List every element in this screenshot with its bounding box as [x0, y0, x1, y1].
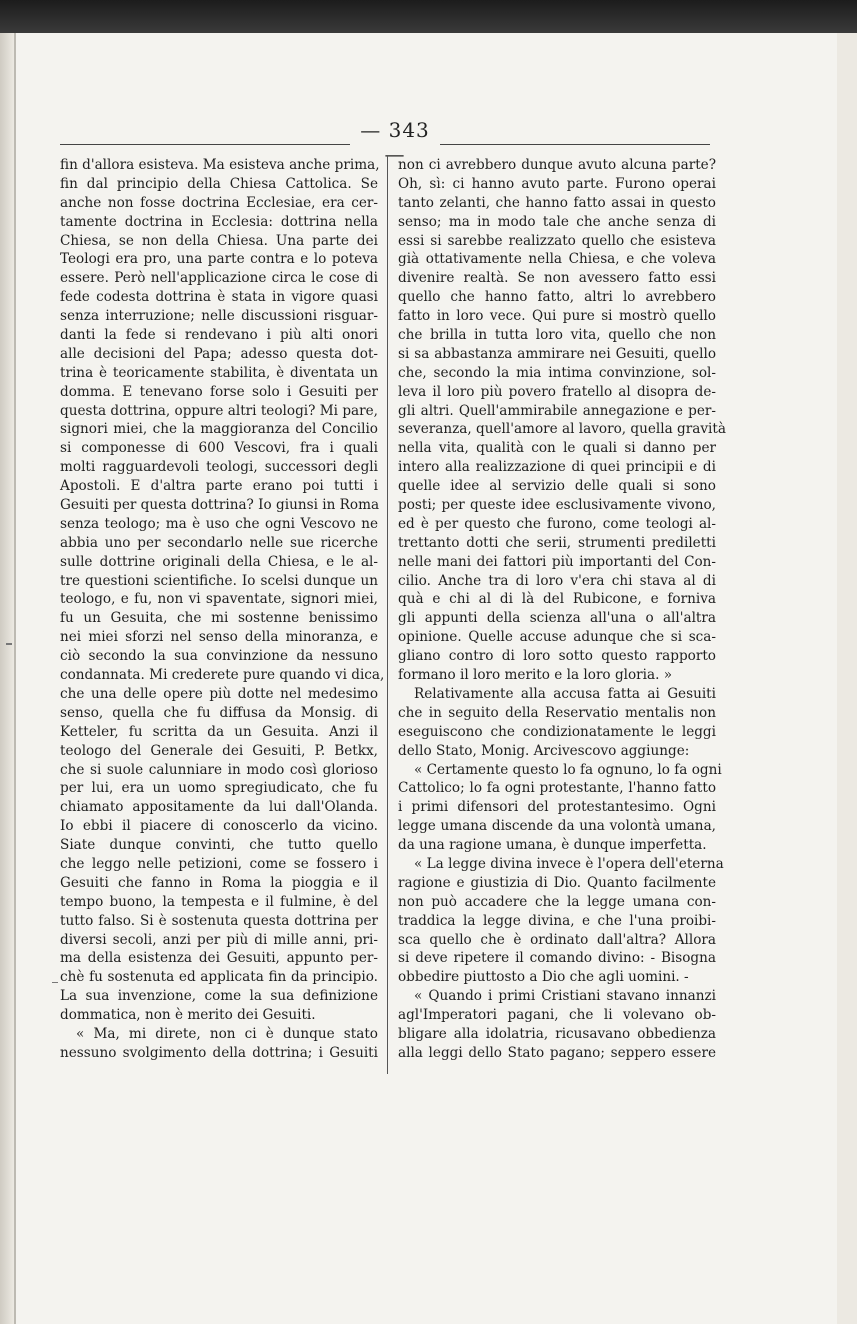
text-line: nei miei sforzi nel senso della minoranza, e: [60, 629, 378, 646]
text-line: intero alla realizzazione di quei principii e di: [398, 459, 716, 476]
text-line: dello Stato, Monig. Arcivescovo aggiunge:: [398, 742, 690, 759]
text-line: molti ragguardevoli teologi, successori degli: [60, 459, 378, 476]
text-line: per lui, era un uomo spregiudicato, che fu: [60, 780, 378, 797]
text-line: « La legge divina invece è l'opera dell'eterna: [414, 855, 724, 872]
text-line: si componesse di 600 Vescovi, fra i quali: [60, 440, 378, 457]
text-line: teologo del Generale dei Gesuiti, P. Betkx,: [60, 742, 378, 759]
right-text-column: [398, 156, 726, 1063]
text-line: nessuno svolgimento della dottrina; i Gesuiti: [60, 1044, 378, 1061]
text-line: tanto zelanti, che hanno fatto assai in questo: [398, 194, 716, 211]
text-line: che si suole calunniare in modo così glorioso: [60, 761, 378, 778]
text-line: Gesuiti che fanno in Roma la pioggia e il: [60, 874, 378, 891]
text-line: senso; ma in modo tale che anche senza di: [398, 213, 716, 230]
text-line: bligare alla idolatria, ricusavano obbedienza: [398, 1025, 716, 1042]
text-line: legge umana discende da una volontà umana,: [398, 818, 716, 835]
text-line: fatto in loro vece. Qui pure si mostrò quello: [398, 308, 716, 325]
text-line: che, secondo la mia intima convinzione, sol-: [398, 364, 716, 381]
text-line: ciò secondo la sua convinzione da nessuno: [60, 648, 378, 665]
text-line: senso, quella che fu diffusa da Monsig. di: [60, 704, 378, 721]
text-line: ed è per questo che furono, come teologi al-: [398, 515, 716, 532]
text-line: chè fu sostenuta ed applicata fin da principio.: [60, 969, 378, 986]
scan-top-border: [0, 0, 857, 33]
text-line: abbia uno per secondarlo nelle sue ricerche: [60, 534, 378, 551]
header-rule-right: [440, 144, 710, 145]
text-line: Chiesa, se non della Chiesa. Una parte dei: [60, 232, 378, 249]
text-line: posti; per queste idee esclusivamente vivono,: [398, 497, 716, 514]
text-line: già ottativamente nella Chiesa, e che voleva: [398, 251, 716, 268]
text-line: chiamato appositamente da lui dall'Olanda.: [60, 799, 378, 816]
text-line: tempo buono, la tempesta e il fulmine, è del: [60, 893, 378, 910]
text-line: gli appunti della scienza all'una o all'altra: [398, 610, 716, 627]
margin-mark: [52, 982, 58, 983]
text-line: condannata. Mi crederete pure quando vi dica,: [60, 667, 385, 684]
text-line: gli altri. Quell'ammirabile annegazione e per-: [398, 402, 716, 419]
text-line: si sa abbastanza ammirare nei Gesuiti, quello: [398, 345, 716, 362]
text-line: obbedire piuttosto a Dio che agli uomini. -: [398, 969, 689, 986]
text-line: tamente doctrina in Ecclesia: dottrina nella: [60, 213, 378, 230]
text-line: fin d'allora esisteva. Ma esisteva anche prima,: [60, 157, 380, 173]
text-line: eseguiscono che condizionatamente le leggi: [398, 723, 716, 740]
text-line: agl'Imperatori pagani, che li volevano ob-: [398, 1007, 716, 1024]
text-line: Io ebbi il piacere di conoscerlo da vicino.: [60, 818, 378, 835]
left-text-column: [60, 156, 385, 1063]
text-line: non può accadere che la legge umana con-: [398, 893, 716, 910]
page-number: — 343 —: [360, 118, 430, 166]
text-line: Oh, sì: ci hanno avuto parte. Furono operai: [398, 175, 716, 192]
text-line: « Certamente questo lo fa ognuno, lo fa ogni: [414, 761, 722, 778]
text-line: nelle mani dei fattori più importanti del Con-: [398, 553, 716, 570]
text-line: sulle dottrine originali della Chiesa, e le al-: [60, 553, 378, 570]
text-line: severanza, quell'amore al lavoro, quella gravità: [398, 421, 726, 438]
text-line: che una delle opere più dotte nel medesimo: [60, 685, 378, 702]
text-line: da una ragione umana, è dunque imperfetta.: [398, 837, 707, 854]
text-line: tre questioni scientifiche. Io scelsi dunque un: [60, 572, 378, 589]
text-line: fin dal principio della Chiesa Cattolica. Se: [60, 175, 378, 192]
text-line: diversi secoli, anzi per più di mille anni, pri-: [60, 931, 378, 948]
text-line: trina è teoricamente stabilita, è diventata un: [60, 364, 378, 381]
text-line: trettanto dotti che serii, strumenti prediletti: [398, 534, 716, 551]
text-line: fu un Gesuita, che mi sostenne benissimo: [60, 610, 378, 627]
text-line: danti la fede si rendevano i più alti onori: [60, 327, 378, 344]
header-rule-left: [60, 144, 350, 145]
text-line: Cattolico; lo fa ogni protestante, l'hanno fatto: [398, 780, 716, 797]
text-line: anche non fosse doctrina Ecclesiae, era cer-: [60, 194, 378, 211]
text-line: « Ma, mi direte, non ci è dunque stato: [76, 1025, 378, 1042]
text-line: non ci avrebbero dunque avuto alcuna parte?: [398, 157, 716, 173]
text-line: cilio. Anche tra di loro v'era chi stava al di: [398, 572, 716, 589]
text-line: Relativamente alla accusa fatta ai Gesuiti: [414, 685, 716, 702]
text-line: fede codesta dottrina è stata in vigore quasi: [60, 289, 378, 306]
text-line: Teologi era pro, una parte contra e lo poteva: [60, 251, 378, 268]
text-line: Ketteler, fu scritta da un Gesuita. Anzi il: [60, 723, 378, 740]
text-line: i primi difensori del protestantesimo. Ogni: [398, 799, 716, 816]
text-line: dommatica, non è merito dei Gesuiti.: [60, 1007, 316, 1024]
text-line: quelle idee al servizio delle quali si sono: [398, 478, 716, 495]
text-line: quà e chi al di là del Rubicone, e forniva: [398, 591, 716, 608]
text-line: questa dottrina, oppure altri teologi? Mi pare,: [60, 402, 378, 419]
text-line: teologo, e fu, non vi spaventate, signori miei,: [60, 591, 378, 608]
text-line: tutto falso. Si è sostenuta questa dottrina per: [60, 912, 378, 929]
scan-left-shadow: [0, 33, 14, 1324]
text-line: che leggo nelle petizioni, come se fossero i: [60, 855, 378, 872]
text-line: La sua invenzione, come la sua definizione: [60, 988, 378, 1005]
text-line: si deve ripetere il comando divino: - Bisogna: [398, 950, 716, 967]
text-line: signori miei, che la maggioranza del Concilio: [60, 421, 378, 438]
text-line: che in seguito della Reservatio mentalis non: [398, 704, 716, 721]
text-line: alla leggi dello Stato pagano; seppero essere: [398, 1044, 716, 1061]
text-line: senza interruzione; nelle discussioni risguar-: [60, 308, 378, 325]
text-line: Siate dunque convinti, che tutto quello: [60, 837, 378, 854]
text-line: gliano contro di loro sotto questo rapporto: [398, 648, 716, 665]
text-line: essere. Però nell'applicazione circa le cose di: [60, 270, 378, 287]
text-line: Gesuiti per questa dottrina? Io giunsi in Roma: [60, 497, 380, 514]
text-line: nella vita, qualità con le quali si danno per: [398, 440, 716, 457]
text-line: Apostoli. E d'altra parte erano poi tutti i: [60, 478, 378, 495]
text-line: ragione e giustizia di Dio. Quanto facilmente: [398, 874, 716, 891]
text-line: traddica la legge divina, e che l'una proibi-: [398, 912, 716, 929]
text-line: che brilla in tutta loro vita, quello che non: [398, 327, 716, 344]
text-line: leva il loro più povero fratello al disopra de-: [398, 383, 716, 400]
text-line: alle decisioni del Papa; adesso questa dot-: [60, 345, 378, 362]
text-line: opinione. Quelle accuse adunque che si sca-: [398, 629, 716, 646]
text-line: quello che hanno fatto, altri lo avrebbero: [398, 289, 716, 306]
margin-mark: [6, 643, 12, 645]
text-line: divenire realtà. Se non avessero fatto essi: [398, 270, 716, 287]
text-line: sca quello che è ordinato dall'altra? Allora: [398, 931, 716, 948]
text-line: domma. E tenevano forse solo i Gesuiti per: [60, 383, 378, 400]
text-line: formano il loro merito e la loro gloria. »: [398, 667, 673, 684]
text-line: senza teologo; ma è uso che ogni Vescovo ne: [60, 515, 378, 532]
text-line: « Quando i primi Cristiani stavano innanzi: [414, 988, 716, 1005]
column-divider: [387, 156, 388, 1074]
text-line: ma della esistenza dei Gesuiti, appunto per-: [60, 950, 378, 967]
text-line: essi si sarebbe realizzato quello che esisteva: [398, 232, 716, 249]
